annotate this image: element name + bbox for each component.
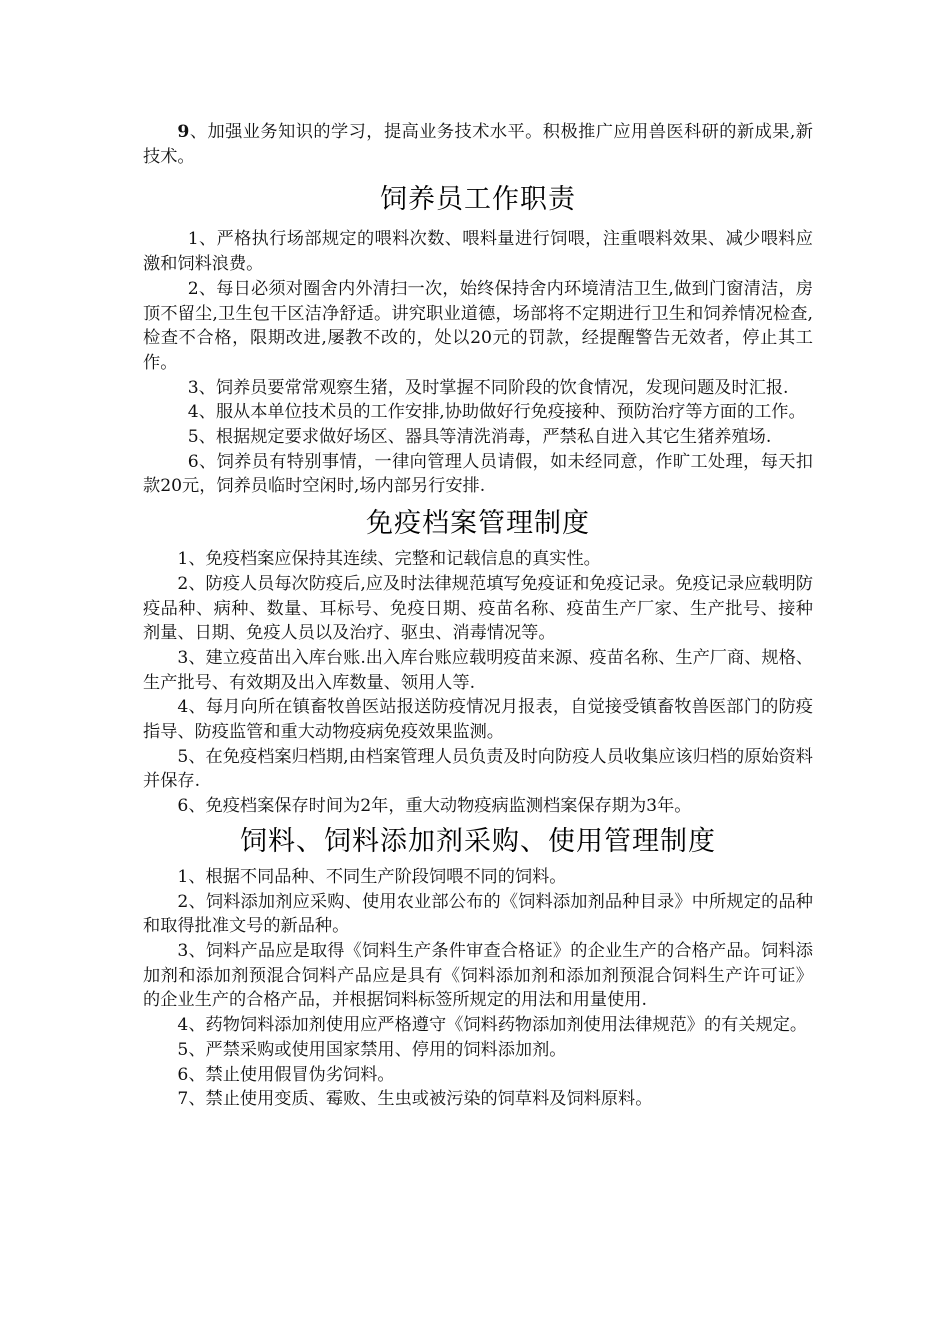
feed-rule-item: 1、根据不同品种、不同生产阶段饲喂不同的饲料。	[177, 866, 567, 887]
feeder-duty-item: 1、严格执行场部规定的喂料次数、喂料量进行饲喂，注重喂料效果、减少喂料应激和饲料浪费。	[143, 229, 813, 275]
feed-rule-item: 5、严禁采购或使用国家禁用、停用的饲料添加剂。	[177, 1039, 567, 1060]
feeder-duty-item: 5、根据规定要求做好场区、器具等清洗消毒，严禁私自进入其它生猪养殖场.	[187, 427, 772, 448]
intro-text: 、加强业务知识的学习，提高业务技术水平。积极推广应用兽医科研的新成果,新技术。	[143, 122, 813, 167]
feed-rule-item: 6、禁止使用假冒伪劣饲料。	[177, 1064, 395, 1085]
section-title-feed-additive-management: 饲料、饲料添加剂采购、使用管理制度	[240, 825, 716, 857]
feed-rule-item: 4、药物饲料添加剂使用应严格遵守《饲料药物添加剂使用法律规范》的有关规定。	[177, 1015, 808, 1036]
immunization-rule-item: 1、免疫档案应保持其连续、完整和记载信息的真实性。	[177, 549, 601, 570]
immunization-rule-item: 6、免疫档案保存时间为2年，重大动物疫病监测档案保存期为3年。	[177, 796, 692, 817]
document-page	[143, 120, 813, 1112]
feed-rule-item: 7、禁止使用变质、霉败、生虫或被污染的饲草料及饲料原料。	[177, 1089, 653, 1110]
feed-rule-item: 2、饲料添加剂应采购、使用农业部公布的《饲料添加剂品种目录》中所规定的品种和取得批准文号的新品种。	[143, 891, 813, 937]
feed-rule-item: 3、饲料产品应是取得《饲料生产条件审查合格证》的企业生产的合格产品。饲料添加剂和添加剂预混合饲料产品应是具有《饲料添加剂和添加剂预混合饲料生产许可证》的企业生产的合格产品，并根据饲料标签所规定的用法和用量使用.	[143, 940, 813, 1011]
section-title-feeder-duties: 饲养员工作职责	[380, 184, 576, 216]
feeder-duty-item: 4、服从本单位技术员的工作安排,协助做好行免疫接种、预防治疗等方面的工作。	[187, 402, 806, 423]
immunization-rule-item: 5、在免疫档案归档期,由档案管理人员负责及时向防疫人员收集应该归档的原始资料并保存.	[143, 746, 813, 792]
feeder-duty-item: 3、饲养员要常常观察生猪，及时掌握不同阶段的饮食情况，发现问题及时汇报.	[187, 377, 789, 398]
section-title-immunization-records: 免疫档案管理制度	[366, 508, 590, 540]
feeder-duty-item: 2、每日必须对圈舍内外清扫一次，始终保持舍内环境清洁卫生,做到门窗清洁，房顶不留尘,卫生包干区洁净舒适。讲究职业道德，场部将不定期进行卫生和饲养情况检查,检查不合格，限期改进,屡教不改的，处以20元的罚款，经提醒警告无效者，停止其工作。	[143, 278, 813, 373]
immunization-rule-item: 4、每月向所在镇畜牧兽医站报送防疫情况月报表，自觉接受镇畜牧兽医部门的防疫指导、防疫监管和重大动物疫病免疫效果监测。	[143, 697, 813, 743]
immunization-rule-item: 3、建立疫苗出入库台账.出入库台账应载明疫苗来源、疫苗名称、生产厂商、规格、生产批号、有效期及出入库数量、领用人等.	[143, 647, 813, 693]
intro-paragraph	[143, 120, 813, 169]
feeder-duty-item: 6、饲养员有特别事情，一律向管理人员请假，如未经同意，作旷工处理，每天扣款20元，饲养员临时空闲时,场内部另行安排.	[143, 451, 813, 497]
intro-number: 9	[177, 122, 190, 142]
immunization-rule-item: 2、防疫人员每次防疫后,应及时法律规范填写免疫证和免疫记录。免疫记录应载明防疫品种、病种、数量、耳标号、免疫日期、疫苗名称、疫苗生产厂家、生产批号、接种剂量、日期、免疫人员以及治疗、驱虫、消毒情况等。	[143, 573, 813, 644]
